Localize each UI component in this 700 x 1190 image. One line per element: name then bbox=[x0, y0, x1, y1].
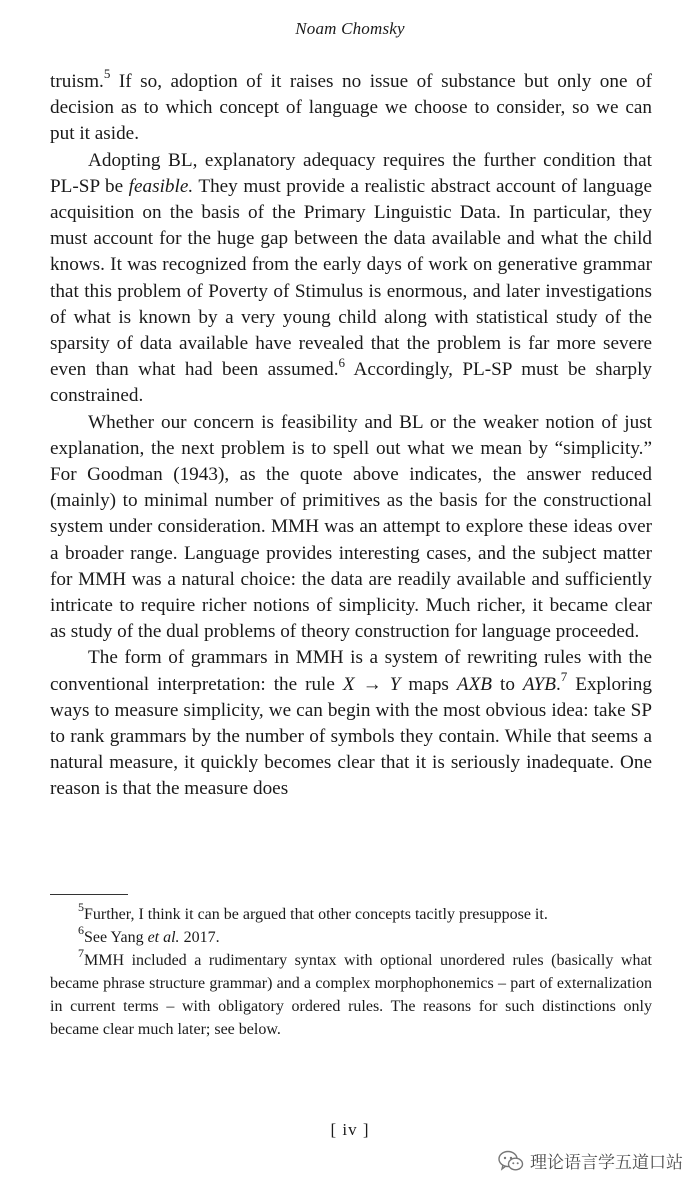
page-number: [ iv ] bbox=[330, 1120, 370, 1139]
footnote-ref-5[interactable]: 5 bbox=[103, 66, 111, 82]
main-text bbox=[50, 66, 653, 803]
footnote-number: 5 bbox=[78, 900, 84, 915]
math-ayb: AYB bbox=[522, 673, 556, 695]
math-axb: AXB bbox=[456, 673, 493, 695]
math-y: Y bbox=[389, 673, 401, 695]
footnote-6: $^6$See Yang et al. 2017. bbox=[78, 923, 220, 946]
footnotes bbox=[50, 900, 652, 1041]
footnote-ref-6[interactable]: 6 bbox=[338, 354, 346, 370]
emphasis-feasible: feasible. bbox=[128, 175, 194, 197]
paragraph-3: Whether our concern is feasibility and BL or the weaker notion of just explanation, the next problem is to spell out what we mean by “simplicity.” For Goodman (1943), as the quote above indicates, the answer reduced (mainly) to minimal number of primitives as the basis for the constructional system under consideration. MMH was an attempt to explore these ideas over a broader range. Language provides interesting cases, and the subject matter for MMH was a natural choice: the data are readily available and sufficiently intricate to require richer notions of simplicity. Much richer, it became clear as study of the dual problems of theory construction for language proceeded. bbox=[50, 411, 652, 643]
footnote-5: $^5$Further, I think it can be argued that other concepts tacitly presuppose it. bbox=[78, 900, 548, 923]
wechat-icon bbox=[498, 1150, 524, 1172]
footnote-ref-7[interactable]: 7 bbox=[560, 668, 568, 684]
footnote-7: $^7$MMH included a rudimentary syntax with optional unordered rules (basically what became phrase structure grammar) and a complex morphophonemics – part of externalization in current terms – with obligatory ordered rules. The reasons for such distinctions only became clear much later; see below. bbox=[50, 946, 652, 1038]
paragraph-1: truism.$^5$ If so, adoption of it raises no issue of substance but only one of decision as to which concept of language we choose to consider, so we can put it aside. bbox=[50, 66, 652, 145]
paragraph-4: The form of grammars in MMH is a system of rewriting rules with the conventional interpretation: the rule X → Y maps AXB to AYB.$^7$ Exploring ways to measure simplicity, we can begin with the most obvious idea: take SP to rank grammars by the number of symbols they contain. While that seems a natural measure, it quickly becomes clear that it is seriously inadequate. One reason is that the measure does bbox=[50, 647, 652, 800]
paragraph-2: Adopting BL, explanatory adequacy requires the further condition that PL-SP be feasible. They must provide a realistic abstract account of language acquisition on the basis of the Primary Linguistic Data. In particular, they must account for the huge gap between the data available and what the child knows. It was recognized from the early days of work on generative grammar that this problem of Poverty of Stimulus is enormous, and later investigations of what is known by a very young child along with statistical study of the sparsity of data available have revealed that the problem is far more severe even than what had been assumed.$^6$ Accordingly, PL-SP must be sharply constrained. bbox=[50, 149, 653, 407]
math-x: X bbox=[342, 673, 355, 695]
watermark bbox=[498, 1148, 683, 1173]
running-head: Noam Chomsky bbox=[295, 19, 405, 38]
watermark-text: 理论语言学五道口站 bbox=[530, 1153, 683, 1173]
footnote-number: 6 bbox=[78, 923, 84, 938]
rewrite-arrow: → bbox=[354, 673, 390, 695]
footnote-number: 7 bbox=[78, 946, 84, 961]
footnote-divider bbox=[50, 894, 128, 895]
